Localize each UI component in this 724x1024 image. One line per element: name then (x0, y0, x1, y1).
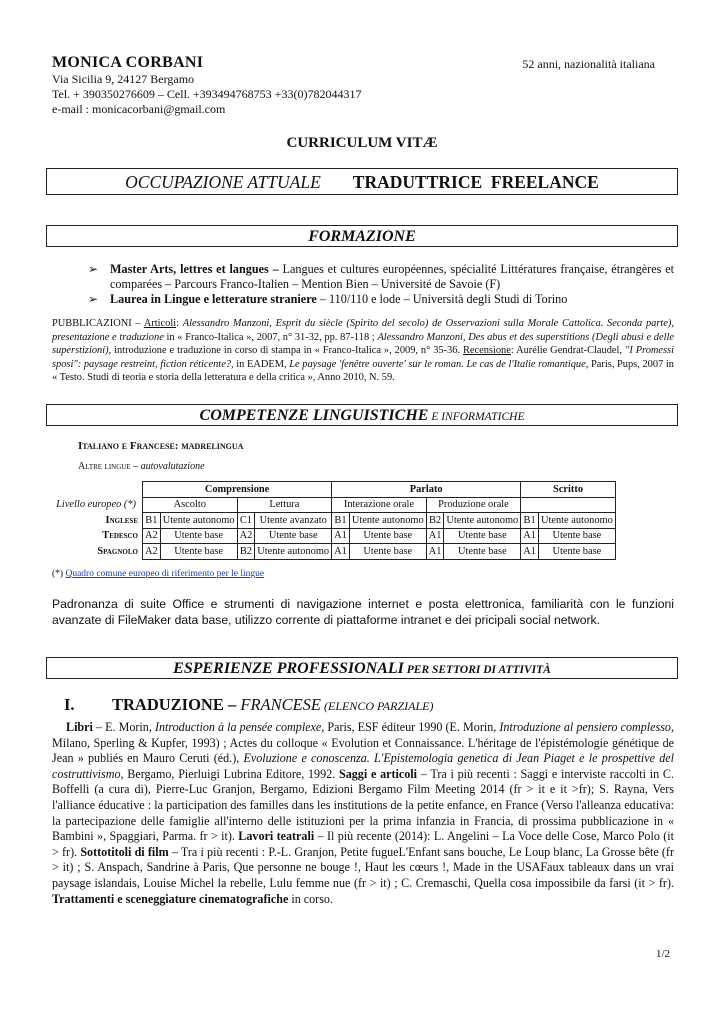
body-text: – Il più recente (2014): L. Angelini – La Voce delle Cose, Marco Polo (it > fr). (52, 829, 675, 859)
table-cell: A1 (332, 528, 350, 544)
table-cell: C1 (237, 513, 255, 529)
body-text: in corso. (288, 891, 333, 906)
table-row (50, 544, 615, 560)
degree-title: Laurea in Lingue e letterature straniere (110, 292, 317, 306)
sub-header: Produzione orale (426, 497, 521, 513)
category-label: Sottotitoli di film (80, 844, 169, 859)
table-footnote (52, 569, 264, 579)
degree-title: Master Arts, lettres et langues – (110, 262, 279, 276)
pub-text: Alessandro Manzoni, Des abus et des superstitions (Degli abusi e delle superstizioni) (52, 331, 674, 357)
native-languages: Italiano e Francese: madrelingua (78, 440, 244, 452)
section-esperienze (46, 657, 678, 679)
body-text: – Tra i più recenti : P.-L. Granjon, Petite fugueL'Enfant sans bouche, Le Loup blanc, La Grosse bête (fr > it) ; S. Anspach, Sandrine à Paris, Que personne ne bouge !, Haut les cœurs !, Made in the USAFaux tableaux dans un vrai paysage islandais, Louise Michel la rebelle, Lulu femme nue (fr > it) ; C. Cremaschi, Quella cosa impossibile da farsi (it > fr). (52, 844, 674, 890)
table-cell: A1 (521, 528, 539, 544)
sub-header: Ascolto (143, 497, 238, 513)
table-cell: B1 (332, 513, 350, 529)
table-cell: B2 (426, 513, 444, 529)
table-cell: Utente base (538, 544, 615, 560)
language-name: Tedesco (102, 530, 138, 542)
subsection-title: TRADUZIONE – (112, 695, 241, 714)
table-cell: Utente base (538, 528, 615, 544)
footnote-mark: (*) (52, 569, 66, 579)
table-cell: Utente autonomo (255, 544, 332, 560)
cv-title: CURRICULUM VITÆ (286, 135, 438, 151)
degree-details: Langues et cultures européennes, spécialité Littératures française, étrangères et comparées – Parcours Franco-Italien – Mention Bien – Université de Savoie (F) (110, 262, 674, 291)
arrow-bullet-icon: ➢ (88, 262, 99, 276)
page-number: 1/2 (655, 948, 670, 960)
body-text: , Milano, Sperling & Kupfer, 1993) ; Actes du colloque « Evolution et Connaissance. L'héritage de l'épistémologie génétique de Jean » publiés en Mauro Ceruti (éd.), (52, 720, 675, 766)
table-cell: A1 (426, 528, 444, 544)
pub-text: "I Promessi sposi": paysage restreint, fiction réticente?, (52, 345, 674, 370)
translation-experience (52, 720, 674, 907)
level-label: Livello europeo (*) (56, 499, 136, 511)
articles-label: Articoli (143, 318, 177, 329)
email: e-mail : monicacorbani@gmail.com (52, 102, 226, 116)
phone-numbers: Tel. + 390350276609 – Cell. +393494768753 +33(0)782044317 (52, 87, 362, 101)
pub-text: in « Franco-Italica », 2007, n° 31-32, pp. 87-118 ; (163, 331, 378, 343)
computer-skills: Padronanza di suite Office e strumenti di navigazione internet e posta elettronica, familiarità con le funzioni avanzate di FileMaker data base, utilizzo corrente di piattaforme intranet e dei pricipali social network. (52, 597, 674, 627)
table-cell: A1 (521, 544, 539, 560)
table-row (50, 528, 615, 544)
table-cell: Utente base (255, 528, 332, 544)
category-label: Saggi e articoli (338, 766, 418, 781)
table-row (50, 513, 615, 529)
sub-header: Lettura (237, 497, 332, 513)
table-cell: A1 (426, 544, 444, 560)
degree-details: – 110/110 e lode – Università degli Studi di Torino (316, 292, 568, 306)
review-label: Recensione (462, 345, 511, 357)
section-title: ESPERIENZE PROFESSIONALI (173, 660, 404, 677)
language-name: Inglese (105, 514, 138, 526)
publications: PUBBLICAZIONI – Articoli: Alessandro Manzoni, Esprit du siècle (Spirito del secolo) de Osservazioni sulla Morale Cattolica. Seconda parte), presentazione e traduzione in « Franco-Italica », 2007, n° 31-32, pp. 87-118 ; Alessandro Manzoni, Des abus et des superstitions (Degli abusi e delle superstizioni), introduzione e traduzione in corso di stampa in « Franco-Italica », 2009, n° 35-36. Recensione: Aurélie Gendrat-Claudel, "I Promessi sposi": paysage restreint, fiction réticente?, in EADEM, Le paysage 'fenêtre ouverte' sur le roman. Le cas de l'Italie romantique, Paris, Pups, 2007 in « Testo. Studi di teoria e storia della letteratura e della critica », Anno 2010, N. 59. (52, 318, 675, 384)
table-cell: Utente base (160, 544, 237, 560)
table-cell: Utente base (444, 544, 521, 560)
occupation-value: TRADUTTRICE FREELANCE (352, 172, 599, 192)
education-item (88, 262, 674, 292)
section-title: COMPETENZE LINGUISTICHE (199, 407, 429, 424)
table-cell: B1 (521, 513, 539, 529)
body-text: Evoluzione e conoscenza. L'Epistemologia genetica di Jean Piaget e le prospettive del costruttivismo (52, 751, 674, 781)
table-cell: Utente autonomo (444, 513, 521, 529)
publications-label: PUBBLICAZIONI (52, 318, 132, 329)
table-cell: Utente avanzato (255, 513, 332, 529)
table-cell: Utente autonomo (349, 513, 426, 529)
subsection-number: I. (64, 695, 75, 714)
table-cell: A2 (143, 528, 161, 544)
section-subtitle: PER SETTORI DI ATTIVITÀ (403, 664, 551, 676)
body-text: – E. Morin, (92, 720, 155, 734)
pub-text: Le paysage 'fenêtre ouverte' sur le roman. Le cas de l'Italie romantique (289, 358, 586, 370)
category-label: Lavori teatrali (238, 829, 315, 844)
table-cell: A2 (237, 528, 255, 544)
table-cell: Utente base (349, 528, 426, 544)
group-header: Comprensione (143, 482, 332, 498)
table-cell: A1 (332, 544, 350, 560)
table-cell: Utente base (349, 544, 426, 560)
body-text: Introduzione al pensiero complesso (499, 720, 671, 734)
other-languages: Altre lingue – autovalutazione (78, 461, 205, 472)
sub-header: Interazione orale (332, 497, 427, 513)
section-subtitle: E INFORMATICHE (428, 411, 525, 423)
group-header: Scritto (521, 482, 616, 498)
body-text: Introduction à la pensée complexe, (154, 720, 325, 734)
body-text: , Bergamo, Pierluigi Lubrina Editore, 1992. (120, 766, 339, 781)
occupation-box (46, 168, 678, 195)
pub-text: in EADEM, (233, 358, 290, 370)
category-label: Trattamenti e sceneggiature cinematografiche (52, 891, 289, 906)
table-cell: Utente base (160, 528, 237, 544)
age-nationality: 52 anni, nazionalità italiana (522, 57, 655, 71)
pub-text: , Paris, Pups, 2007 in « Testo. Studi di teoria e storia della letteratura e della critica », Anno 2010, N. 59. (52, 358, 675, 384)
subsection-note: (ELENCO PARZIALE) (321, 699, 434, 713)
cefr-link[interactable]: Quadro comune europeo di riferimento per le lingue (65, 569, 265, 579)
group-header: Parlato (332, 482, 521, 498)
other-languages-label: Altre lingue (78, 461, 131, 472)
subsection-heading (64, 695, 433, 715)
language-name: Spagnolo (97, 545, 138, 557)
occupation-label: OCCUPAZIONE ATTUALE (125, 172, 321, 192)
table-cell: B1 (143, 513, 161, 529)
body-text: – Tra i più recenti : Saggi e interviste raccolti in C. Boffelli (a cura di), Pierre-Luc Granjon, Bergamo, Edizioni Bergamo Film Meeting 2014 (fr > it e it >fr); S. Rayna, Vers l'alliance éducative : la participation des familles dans les institutions de la petite enfance, en France (Verso l'alleanza educativa: la partecipazione delle famiglie all'interno delle istituzioni per la prima infanzia in Francia, di prossima pubblicazione in « Bambini », Spaggiari, Parma. fr > it). (52, 766, 674, 844)
self-assessment-label: autovalutazione (140, 461, 205, 472)
table-cell: A2 (143, 544, 161, 560)
language-table (50, 481, 616, 560)
candidate-name: MONICA CORBANI (52, 54, 204, 71)
education-list (88, 262, 674, 307)
pub-text: : Aurélie Gendrat-Claudel, (510, 345, 625, 357)
body-text: Paris, ESF éditeur 1990 (E. Morin, (324, 720, 500, 734)
category-label: Libri (66, 720, 93, 734)
section-competenze (46, 404, 678, 426)
pub-text: , introduzione e traduzione in corso di stampa in « Franco-Italica », 2009, n° 35-36. (108, 345, 463, 357)
arrow-bullet-icon: ➢ (88, 292, 99, 306)
table-cell: Utente base (444, 528, 521, 544)
pub-text: Alessandro Manzoni, Esprit du siècle (Spirito del secolo) de Osservazioni sulla Morale Cattolica. Seconda parte), presentazione e traduzione (52, 318, 674, 343)
subsection-language: FRANCESE (240, 695, 322, 714)
table-cell: Utente autonomo (160, 513, 237, 529)
address: Via Sicilia 9, 24127 Bergamo (52, 72, 195, 86)
section-formazione (46, 225, 678, 247)
section-title: FORMAZIONE (308, 228, 416, 245)
table-cell: B2 (237, 544, 255, 560)
education-item (88, 292, 674, 307)
table-cell: Utente autonomo (538, 513, 615, 529)
